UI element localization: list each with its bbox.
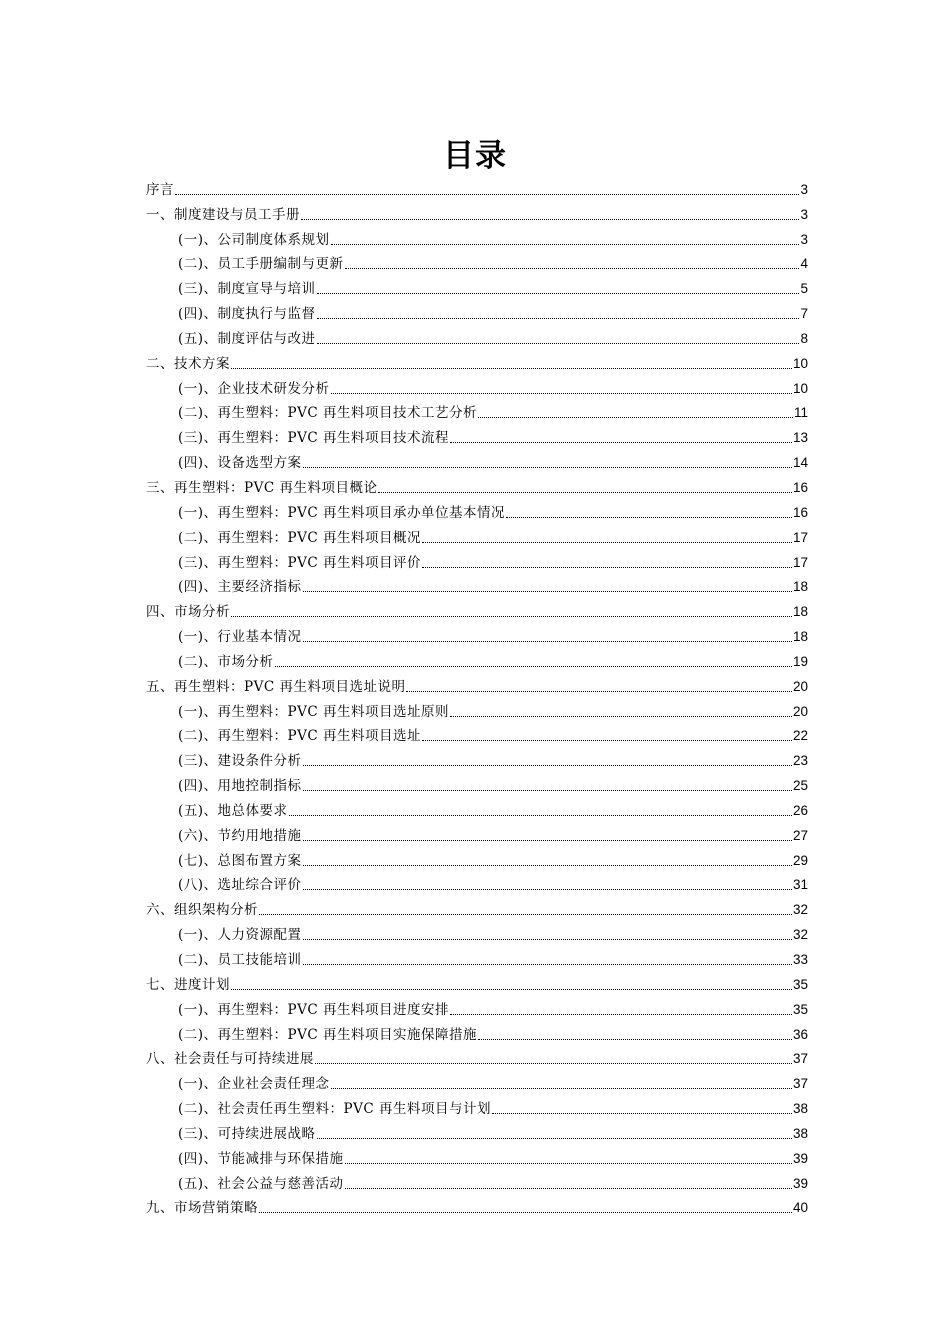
toc-entry-page-number: 4 xyxy=(800,256,808,272)
toc-entry[interactable] xyxy=(146,745,808,770)
dot-leader xyxy=(259,1212,792,1213)
toc-entry-page-number: 27 xyxy=(792,827,808,843)
toc-entry-title: (五)、地总体要求 xyxy=(178,802,288,819)
toc-entry[interactable] xyxy=(146,447,808,472)
page-title: 目录 xyxy=(443,138,507,174)
toc-entry-title: (五)、社会公益与慈善活动 xyxy=(178,1175,344,1192)
dot-leader xyxy=(345,1163,792,1164)
toc-entry-page-number: 23 xyxy=(792,753,808,769)
toc-entry[interactable] xyxy=(146,621,808,646)
toc-entry[interactable] xyxy=(146,1068,808,1093)
toc-entry-title: (四)、制度执行与监督 xyxy=(178,306,316,323)
toc-entry-title: 五、再生塑料：PVC 再生料项目选址说明 xyxy=(146,678,406,695)
toc-entry-title: (四)、节能减排与环保措施 xyxy=(178,1150,344,1167)
toc-entry-title: (四)、主要经济指标 xyxy=(178,579,302,596)
dot-leader xyxy=(315,1063,792,1064)
toc-entry[interactable] xyxy=(146,795,808,820)
toc-entry-title: (二)、市场分析 xyxy=(178,653,274,670)
toc-entry-title: (二)、再生塑料：PVC 再生料项目概况 xyxy=(178,529,421,546)
toc-entry-page-number: 14 xyxy=(792,455,808,471)
toc-entry-title: (三)、可持续进展战略 xyxy=(178,1125,316,1142)
toc-entry-page-number: 22 xyxy=(792,728,808,744)
toc-entry[interactable] xyxy=(146,422,808,447)
toc-entry-title: (八)、选址综合评价 xyxy=(178,877,302,894)
toc-entry-title: 七、进度计划 xyxy=(146,976,230,993)
toc-entry[interactable] xyxy=(146,1193,808,1218)
toc-entry-page-number: 3 xyxy=(800,206,808,222)
dot-leader xyxy=(378,492,792,493)
toc-entry[interactable] xyxy=(146,944,808,969)
dot-leader xyxy=(478,417,793,418)
toc-entry[interactable] xyxy=(146,398,808,423)
dot-leader xyxy=(450,442,792,443)
toc-entry-page-number: 32 xyxy=(792,902,808,918)
dot-leader xyxy=(506,517,792,518)
dot-leader xyxy=(331,393,792,394)
dot-leader xyxy=(450,716,792,717)
toc-entry-page-number: 39 xyxy=(792,1150,808,1166)
toc-entry-page-number: 18 xyxy=(792,604,808,620)
toc-entry-title: (一)、再生塑料：PVC 再生料项目进度安排 xyxy=(178,1001,449,1018)
toc-entry-title: (五)、制度评估与改进 xyxy=(178,330,316,347)
toc-entry-page-number: 5 xyxy=(800,281,808,297)
toc-entry-page-number: 11 xyxy=(793,405,808,421)
toc-entry-title: (六)、节约用地措施 xyxy=(178,827,302,844)
dot-leader xyxy=(231,989,792,990)
toc-entry-page-number: 10 xyxy=(792,355,808,371)
toc-entry-page-number: 37 xyxy=(792,1051,808,1067)
dot-leader xyxy=(450,1014,792,1015)
toc-entry[interactable] xyxy=(146,646,808,671)
toc-entry[interactable] xyxy=(146,596,808,621)
toc-entry[interactable] xyxy=(146,199,808,224)
toc-entry[interactable] xyxy=(146,298,808,323)
toc-entry-page-number: 20 xyxy=(792,703,808,719)
dot-leader xyxy=(406,691,792,692)
dot-leader xyxy=(231,368,792,369)
toc-entry[interactable] xyxy=(146,522,808,547)
dot-leader xyxy=(303,939,792,940)
toc-entry[interactable] xyxy=(146,472,808,497)
toc-entry-page-number: 16 xyxy=(792,504,808,520)
toc-entry-title: 六、组织架构分析 xyxy=(146,902,258,919)
toc-entry-page-number: 25 xyxy=(792,778,808,794)
dot-leader xyxy=(289,815,792,816)
dot-leader xyxy=(303,641,792,642)
toc-entry[interactable] xyxy=(146,348,808,373)
dot-leader xyxy=(422,567,792,568)
toc-entry-title: 一、制度建设与员工手册 xyxy=(146,206,300,223)
toc-entry-title: (二)、再生塑料：PVC 再生料项目选址 xyxy=(178,728,421,745)
toc-entry[interactable] xyxy=(146,323,808,348)
toc-entry-page-number: 26 xyxy=(792,802,808,818)
toc-entry[interactable] xyxy=(146,1093,808,1118)
toc-entry[interactable] xyxy=(146,373,808,398)
toc-entry-title: 三、再生塑料：PVC 再生料项目概论 xyxy=(146,479,378,496)
dot-leader xyxy=(259,914,792,915)
dot-leader xyxy=(231,616,792,617)
toc-entry[interactable] xyxy=(146,870,808,895)
dot-leader xyxy=(175,194,799,195)
toc-entry[interactable] xyxy=(146,497,808,522)
dot-leader xyxy=(303,840,792,841)
dot-leader xyxy=(303,865,792,866)
toc-entry[interactable] xyxy=(146,572,808,597)
toc-entry-page-number: 35 xyxy=(792,976,808,992)
toc-entry[interactable] xyxy=(146,671,808,696)
dot-leader xyxy=(301,219,799,220)
toc-entry[interactable] xyxy=(146,273,808,298)
dot-leader xyxy=(345,268,800,269)
toc-entry-title: (一)、人力资源配置 xyxy=(178,927,302,944)
dot-leader xyxy=(331,244,800,245)
toc-entry-page-number: 39 xyxy=(792,1175,808,1191)
dot-leader xyxy=(317,1138,792,1139)
toc-entry-title: (二)、社会责任再生塑料：PVC 再生料项目与计划 xyxy=(178,1101,491,1118)
toc-entry-title: (一)、企业技术研发分析 xyxy=(178,380,330,397)
toc-entry-page-number: 3 xyxy=(800,181,808,197)
toc-entry[interactable] xyxy=(146,770,808,795)
dot-leader xyxy=(303,467,792,468)
toc-entry[interactable] xyxy=(146,845,808,870)
toc-entry-title: (四)、用地控制指标 xyxy=(178,778,302,795)
toc-entry-title: 序言 xyxy=(146,181,174,198)
toc-entry-page-number: 13 xyxy=(792,430,808,446)
toc-entry-page-number: 10 xyxy=(792,380,808,396)
toc-entry-page-number: 18 xyxy=(792,629,808,645)
dot-leader xyxy=(331,1088,792,1089)
dot-leader xyxy=(275,666,792,667)
toc-entry-page-number: 29 xyxy=(792,852,808,868)
toc-entry-page-number: 32 xyxy=(792,927,808,943)
dot-leader xyxy=(303,790,792,791)
toc-entry-title: 二、技术方案 xyxy=(146,355,230,372)
toc-entry[interactable] xyxy=(146,1143,808,1168)
table-of-contents xyxy=(146,174,808,1217)
toc-entry-title: (二)、再生塑料：PVC 再生料项目技术工艺分析 xyxy=(178,405,477,422)
dot-leader xyxy=(345,1188,792,1189)
toc-entry-title: 四、市场分析 xyxy=(146,604,230,621)
toc-entry-page-number: 40 xyxy=(792,1200,808,1216)
toc-entry-title: 九、市场营销策略 xyxy=(146,1200,258,1217)
toc-entry[interactable] xyxy=(146,994,808,1019)
toc-entry-page-number: 35 xyxy=(792,1001,808,1017)
toc-entry-title: (三)、建设条件分析 xyxy=(178,753,302,770)
toc-entry-page-number: 17 xyxy=(792,554,808,570)
toc-entry-title: (二)、再生塑料：PVC 再生料项目实施保障措施 xyxy=(178,1026,477,1043)
toc-entry[interactable] xyxy=(146,547,808,572)
toc-entry[interactable] xyxy=(146,919,808,944)
dot-leader xyxy=(317,318,800,319)
dot-leader xyxy=(478,1039,792,1040)
toc-entry-page-number: 20 xyxy=(792,678,808,694)
toc-entry-title: 八、社会责任与可持续进展 xyxy=(146,1051,314,1068)
dot-leader xyxy=(303,765,792,766)
toc-entry-title: (一)、公司制度体系规划 xyxy=(178,231,330,248)
toc-entry-page-number: 37 xyxy=(792,1076,808,1092)
dot-leader xyxy=(317,343,800,344)
toc-entry-page-number: 8 xyxy=(800,330,808,346)
dot-leader xyxy=(492,1113,792,1114)
toc-entry-page-number: 19 xyxy=(792,653,808,669)
toc-entry[interactable] xyxy=(146,224,808,249)
toc-entry-page-number: 18 xyxy=(792,579,808,595)
toc-entry[interactable] xyxy=(146,174,808,199)
toc-entry-title: (二)、员工技能培训 xyxy=(178,952,302,968)
toc-entry-title: (一)、再生塑料：PVC 再生料项目选址原则 xyxy=(178,703,449,720)
toc-entry[interactable] xyxy=(146,1019,808,1044)
toc-entry-page-number: 36 xyxy=(792,1026,808,1042)
toc-entry-title: (四)、设备选型方案 xyxy=(178,455,302,472)
toc-entry-page-number: 31 xyxy=(792,877,808,893)
toc-entry-title: (三)、再生塑料：PVC 再生料项目评价 xyxy=(178,554,421,571)
toc-entry[interactable] xyxy=(146,1118,808,1143)
toc-entry-title: (一)、行业基本情况 xyxy=(178,629,302,646)
toc-entry[interactable] xyxy=(146,820,808,845)
toc-entry[interactable] xyxy=(146,696,808,721)
toc-entry-page-number: 38 xyxy=(792,1125,808,1141)
toc-entry[interactable] xyxy=(146,721,808,746)
toc-entry[interactable] xyxy=(146,1168,808,1193)
toc-entry-page-number: 16 xyxy=(792,479,808,495)
toc-entry[interactable] xyxy=(146,894,808,919)
toc-entry-title: (一)、再生塑料：PVC 再生料项目承办单位基本情况 xyxy=(178,504,505,521)
dot-leader xyxy=(303,889,792,890)
dot-leader xyxy=(317,293,800,294)
dot-leader xyxy=(303,964,792,965)
dot-leader xyxy=(422,542,792,543)
toc-entry-page-number: 17 xyxy=(792,529,808,545)
toc-entry-title: (三)、再生塑料：PVC 再生料项目技术流程 xyxy=(178,430,449,447)
toc-entry[interactable] xyxy=(146,249,808,274)
toc-entry-title: (一)、企业社会责任理念 xyxy=(178,1076,330,1093)
toc-entry[interactable] xyxy=(146,1044,808,1069)
toc-entry-title: (七)、总图布置方案 xyxy=(178,852,302,869)
toc-entry[interactable] xyxy=(146,969,808,994)
toc-entry-page-number: 33 xyxy=(792,952,808,967)
dot-leader xyxy=(303,591,792,592)
toc-entry-page-number: 38 xyxy=(792,1101,808,1117)
toc-entry-title: (三)、制度宣导与培训 xyxy=(178,281,316,298)
toc-entry-page-number: 7 xyxy=(800,306,808,322)
dot-leader xyxy=(422,740,792,741)
toc-entry-title: (二)、员工手册编制与更新 xyxy=(178,256,344,273)
toc-entry-page-number: 3 xyxy=(800,231,808,247)
